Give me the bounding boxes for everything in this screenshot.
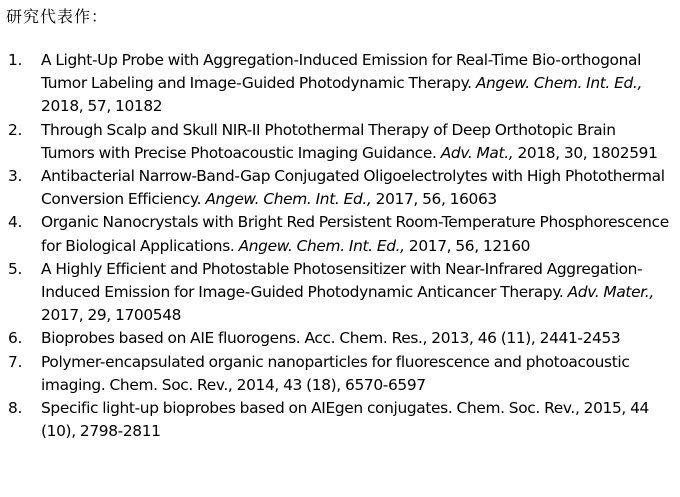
reference-details: 2017, 56, 12160: [408, 236, 531, 255]
reference-item: [0, 351, 680, 397]
reference-journal: Angew. Chem. Int. Ed.,: [238, 236, 405, 255]
reference-number: 7.: [8, 352, 22, 371]
reference-details: 2017, 56, 16063: [375, 190, 497, 209]
reference-details: 2018, 30, 1802591: [517, 143, 658, 162]
reference-number: 1.: [8, 51, 22, 69]
reference-title: Organic Nanocrystals with Bright Red Persistent Room-Temperature Phosphorescence for Biological Applications.: [41, 213, 669, 255]
reference-title: Through Scalp and Skull NIR-II Photothermal Therapy of Deep Orthotopic Brain Tumors with Precise Photoacoustic Imaging Guidance.: [41, 120, 616, 162]
reference-item: [0, 165, 680, 211]
reference-number: 2.: [8, 120, 22, 139]
reference-item: [0, 327, 680, 350]
reference-journal: Chem. Soc. Rev.,: [456, 399, 580, 418]
reference-item: [0, 119, 680, 165]
reference-journal: Angew. Chem. Int. Ed.,: [475, 74, 642, 93]
reference-journal: Adv. Mat.,: [440, 143, 514, 162]
reference-item: [0, 49, 680, 119]
reference-item: [0, 258, 680, 328]
reference-title: Bioprobes based on AIE fluorogens.: [41, 329, 301, 348]
reference-details: 2017, 29, 1700548: [41, 306, 182, 325]
reference-journal: Adv. Mater.,: [567, 283, 654, 302]
reference-details: 2018, 57, 10182: [41, 97, 163, 116]
reference-title: Antibacterial Narrow-Band-Gap Conjugated Oligoelectrolytes with High Photothermal Conversion Efficiency.: [41, 167, 665, 209]
reference-number: 8.: [8, 399, 22, 418]
reference-title: Specific light-up bioprobes based on AIEgen conjugates.: [41, 399, 453, 418]
reference-journal: Acc. Chem. Res.,: [304, 329, 428, 348]
reference-details: 2015, 44 (10), 2798-2811: [41, 399, 649, 441]
reference-number: 4.: [8, 213, 22, 232]
reference-details: 2013, 46 (11), 2441-2453: [431, 329, 621, 348]
reference-number: 6.: [8, 329, 22, 348]
reference-number: 3.: [8, 167, 22, 186]
reference-title: A Highly Efficient and Photostable Photosensitizer with Near-Infrared Aggregation-Induced Emission for Image-Guided Photodynamic Anticancer Therapy.: [41, 259, 643, 302]
page-heading: 研究代表作：: [6, 7, 109, 26]
reference-item: [0, 211, 680, 257]
reference-journal: Chem. Soc. Rev.,: [109, 375, 233, 394]
reference-number: 5.: [8, 259, 22, 278]
reference-list: [0, 49, 680, 443]
reference-journal: Angew. Chem. Int. Ed.,: [205, 190, 372, 209]
reference-title: Polymer-encapsulated organic nanoparticles for fluorescence and photoacoustic imaging.: [41, 352, 630, 394]
reference-title: A Light-Up Probe with Aggregation-Induced Emission for Real-Time Bio-orthogonal Tumor Labeling and Image-Guided Photodynamic Therapy.: [41, 51, 641, 93]
reference-item: [0, 397, 680, 443]
reference-details: 2014, 43 (18), 6570-6597: [236, 375, 426, 394]
